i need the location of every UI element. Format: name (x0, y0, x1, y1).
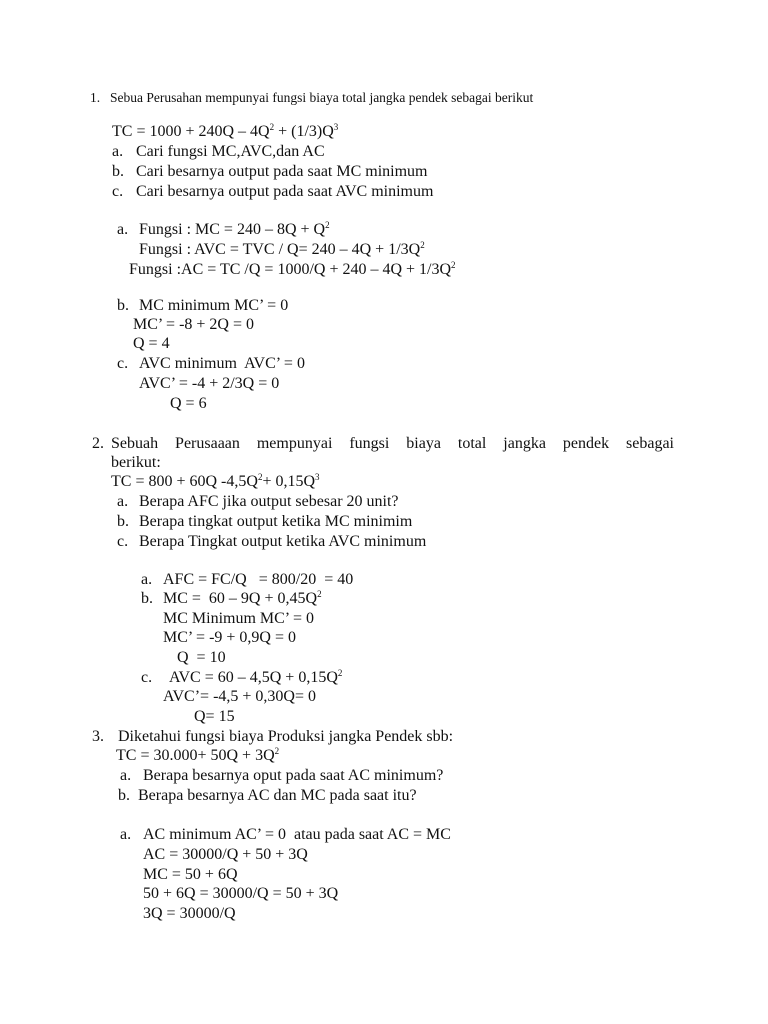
q1-answer-mc: Fungsi : MC = $240 - 8Q + Q^2$ (139, 220, 330, 238)
q2-question-b: Berapa tingkat output ketika MC minimim (139, 513, 413, 530)
q1-question-b: Cari besarnya output pada saat MC minimum (136, 163, 428, 180)
q2-tc-equation: TC = 800 + 60Q $-4,5Q^2+ 0,15Q^3$ (111, 472, 320, 490)
q2-answer-b-mc: MC = $60 - 9Q + 0,45Q^2$ (163, 589, 322, 607)
q3-question-a-label: a. (120, 767, 132, 784)
q2-answer-b-label: b. (141, 590, 153, 607)
q3-question-b-label: b. (118, 787, 130, 804)
q3-tc-equation: TC = $30.000+ 50Q + 3Q^2$ (116, 746, 280, 764)
q1-answer-avc: Fungsi : AVC = TVC / $Q= 240 - 4Q + 1/3Q^2$ (139, 240, 425, 258)
q3-answer-a-step3: 50 + 6Q = 30000/Q = 50 + 3Q (143, 885, 339, 902)
q2-answer-c-avc: AVC = $60 - 4,5Q + 0,15Q^2$ (169, 668, 343, 686)
q1-question-b-label: b. (112, 163, 124, 180)
q2-answer-a: AFC = FC/Q = 800/20 = 40 (163, 571, 354, 588)
q1-answer-b-step2: Q = 4 (133, 335, 170, 352)
q1-answer-c-step2: Q = 6 (170, 395, 207, 412)
q2-answer-b-step3: Q = 10 (177, 649, 226, 666)
q2-number: 2. (92, 435, 104, 452)
q1-answer-b-step1: MC’ = -8 + 2Q = 0 (133, 316, 254, 333)
q1-question-c-label: c. (112, 183, 124, 200)
q1-answer-c-step1: AVC’ = -4 + 2/3Q = 0 (139, 375, 280, 392)
q1-prompt: Sebua Perusahan mempunyai fungsi biaya total jangka pendek sebagai berikut (110, 90, 534, 105)
q1-number: 1. (90, 90, 101, 105)
q1-question-a: Cari fungsi MC,AVC,dan AC (136, 143, 325, 160)
q1-answer-c-head: AVC minimum AVC’ = 0 (139, 355, 305, 372)
q3-number: 3. (92, 728, 104, 745)
q2-answer-c-step1: AVC’= -4,5 + 0,30Q= 0 (163, 688, 316, 705)
q2-prompt-line2: berikut: (111, 454, 161, 471)
q2-answer-c-step2: Q= 15 (194, 708, 235, 725)
q3-answer-a-step2: MC = 50 + 6Q (143, 866, 238, 883)
q3-answer-a-head: AC minimum AC’ = 0 atau pada saat AC = MC (143, 826, 451, 843)
q3-prompt: Diketahui fungsi biaya Produksi jangka Pendek sbb: (118, 728, 454, 745)
q2-question-a: Berapa AFC jika output sebesar 20 unit? (139, 493, 399, 510)
q1-answer-a-label: a. (117, 221, 129, 238)
q3-question-a: Berapa besarnya oput pada saat AC minimum? (143, 767, 444, 784)
q2-question-b-label: b. (117, 513, 129, 530)
q3-question-b: Berapa besarnya AC dan MC pada saat itu? (138, 787, 417, 804)
q3-answer-a-step4: 3Q = 30000/Q (143, 905, 236, 922)
q2-answer-b-step2: MC’ = -9 + 0,9Q = 0 (163, 629, 296, 646)
q2-answer-c-label: c. (141, 669, 153, 686)
q1-answer-b-head: MC minimum MC’ = 0 (139, 297, 289, 314)
q1-answer-ac: Fungsi :AC = TC $/Q = 1000/Q + 240 - 4Q + 1/3Q^2$ (129, 260, 456, 278)
q1-question-a-label: a. (112, 143, 124, 160)
q2-answer-a-label: a. (141, 571, 153, 588)
q3-answer-a-step1: AC = 30000/Q + 50 + 3Q (143, 846, 308, 863)
q1-answer-c-label: c. (117, 355, 129, 372)
q2-prompt-line1: Sebuah Perusaaan mempunyai fungsi biaya total jangka pendek sebagai (111, 435, 674, 452)
q2-question-a-label: a. (117, 493, 129, 510)
q1-question-c: Cari besarnya output pada saat AVC minimum (136, 183, 434, 200)
q3-answer-a-label: a. (120, 826, 132, 843)
q1-answer-b-label: b. (117, 297, 129, 314)
q2-question-c: Berapa Tingkat output ketika AVC minimum (139, 533, 427, 550)
q1-tc-equation: TC = $1000 + 240Q - 4Q^2 + (1/3)Q^3$ (112, 122, 339, 140)
q2-question-c-label: c. (117, 533, 129, 550)
q2-answer-b-step1: MC Minimum MC’ = 0 (163, 610, 314, 627)
